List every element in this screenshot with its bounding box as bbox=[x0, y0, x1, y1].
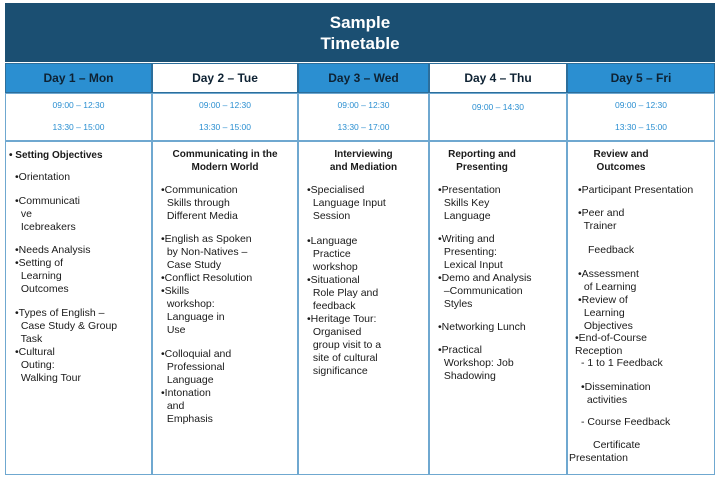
column-heading: Review and Outcomes bbox=[593, 149, 649, 173]
list-item: Feedback bbox=[588, 244, 635, 256]
day-2-header: Day 2 – Tue bbox=[152, 63, 298, 93]
day-4-header: Day 4 – Thu bbox=[429, 63, 567, 93]
list-item: •Orientation bbox=[15, 171, 71, 183]
timetable-title bbox=[5, 3, 715, 62]
day-3-sessions bbox=[298, 141, 429, 475]
list-item: •Assessment of Learning bbox=[578, 268, 639, 293]
list-item: •Skills workshop: Language in Use bbox=[161, 285, 225, 336]
day-2-times bbox=[152, 93, 298, 141]
list-item-line: Presentation bbox=[569, 452, 628, 464]
list-item: •Conflict Resolution bbox=[161, 272, 253, 284]
list-item: •Communication Skills through Different Media bbox=[161, 184, 238, 222]
day-4-times bbox=[429, 93, 567, 141]
day-1-sessions bbox=[5, 141, 152, 475]
column-heading: • Setting Objectives bbox=[9, 150, 103, 161]
list-item: •Participant Presentation bbox=[578, 184, 694, 196]
column-heading: Interviewing and Mediation bbox=[329, 149, 398, 173]
list-item: •Peer and Trainer bbox=[578, 207, 625, 232]
list-item: •Networking Lunch bbox=[438, 321, 526, 333]
column-heading: Reporting and Presenting bbox=[448, 149, 516, 173]
list-item: •Cultural Outing: Walking Tour bbox=[15, 346, 81, 384]
day-5-sessions bbox=[567, 141, 715, 475]
day-3-header: Day 3 – Wed bbox=[298, 63, 429, 93]
time-slot: 13:30 – 15:00 bbox=[52, 122, 105, 132]
day-1-header: Day 1 – Mon bbox=[5, 63, 152, 93]
list-item: - Course Feedback bbox=[581, 416, 671, 428]
list-item: •Review of Learning Objectives bbox=[578, 294, 633, 332]
time-slot: 13:30 – 17:00 bbox=[337, 122, 390, 132]
time-slot: 09:00 – 12:30 bbox=[199, 100, 251, 110]
day-5-header: Day 5 – Fri bbox=[567, 63, 715, 93]
list-item-line: Certificate bbox=[593, 439, 641, 451]
list-item: - 1 to 1 Feedback bbox=[581, 357, 663, 369]
day-1-times bbox=[5, 93, 152, 141]
list-item: •Specialised Language Input Session bbox=[307, 184, 386, 222]
list-item: •Types of English – Case Study & Group Task bbox=[15, 307, 118, 345]
title-line-1: Sample bbox=[329, 13, 391, 32]
time-slot: 13:30 – 15:00 bbox=[199, 122, 251, 132]
list-item: •English as Spoken by Non-Natives – Case Study bbox=[161, 233, 252, 271]
list-item: •Heritage Tour: Organised group visit to a site of cultural significance bbox=[307, 313, 382, 377]
list-item: •Intonation and Emphasis bbox=[161, 387, 213, 425]
title-line-2: Timetable bbox=[320, 34, 400, 53]
list-item: •Language Practice workshop bbox=[307, 235, 358, 273]
list-item: •Communicati ve Icebreakers bbox=[15, 195, 80, 233]
time-slot: 09:00 – 12:30 bbox=[337, 100, 390, 110]
list-item: •Needs Analysis bbox=[15, 244, 91, 256]
day-4-sessions bbox=[429, 141, 567, 475]
list-item bbox=[569, 439, 640, 465]
column-heading: Communicating in the Modern World bbox=[172, 149, 278, 173]
list-item: •Colloquial and Professional Language bbox=[161, 348, 232, 386]
list-item: •End-of-Course Reception bbox=[575, 332, 647, 357]
time-slot: 09:00 – 12:30 bbox=[52, 100, 105, 110]
day-2-sessions bbox=[152, 141, 298, 475]
list-item: •Setting of Learning Outcomes bbox=[15, 257, 69, 295]
day-3-times bbox=[298, 93, 429, 141]
list-item: •Dissemination activities bbox=[581, 381, 651, 406]
list-item: •Writing and Presenting: Lexical Input bbox=[438, 233, 503, 271]
list-item: •Situational Role Play and feedback bbox=[307, 274, 379, 312]
time-slot: 13:30 – 15:00 bbox=[615, 122, 667, 132]
time-slot: 09:00 – 12:30 bbox=[615, 100, 667, 110]
list-item: •Demo and Analysis –Communication Styles bbox=[438, 272, 532, 310]
list-item: •Practical Workshop: Job Shadowing bbox=[438, 344, 514, 382]
time-slot: 09:00 – 14:30 bbox=[472, 102, 524, 112]
list-item: •Presentation Skills Key Language bbox=[438, 184, 501, 222]
day-5-times bbox=[567, 93, 715, 141]
